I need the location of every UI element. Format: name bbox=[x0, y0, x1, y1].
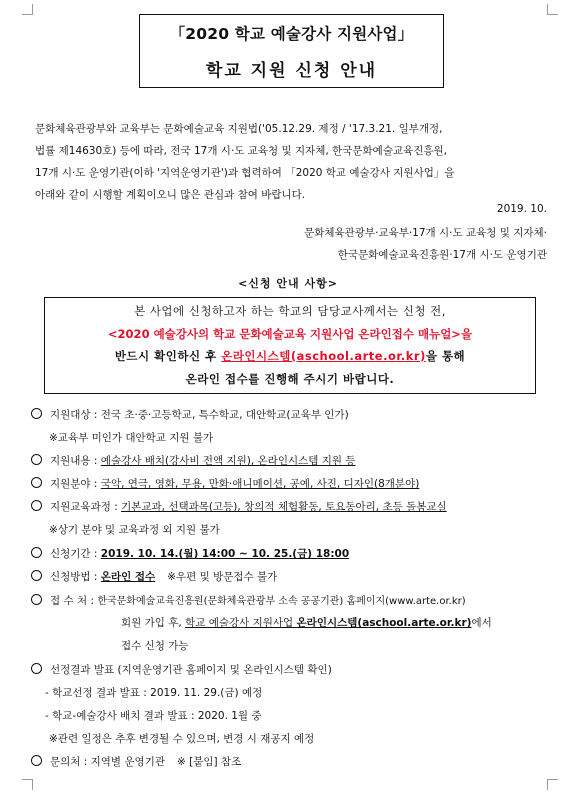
item-text: 학교 예술강사 지원사업 bbox=[185, 617, 297, 629]
item-sub: - 학교선정 결과 발표 : 2019. 11. 29.(금) 예정 bbox=[45, 687, 263, 699]
circle-bullet-icon bbox=[31, 570, 42, 581]
item-value: 온라인 접수 bbox=[100, 571, 156, 583]
online-system-link[interactable]: 온라인시스템(aschool.arte.or.kr) bbox=[296, 617, 472, 629]
title-line1: 「2020 학교 예술강사 지원사업」 bbox=[169, 25, 414, 43]
notice-line bbox=[45, 345, 535, 368]
circle-bullet-icon bbox=[31, 594, 42, 605]
section-header: <신청 안내 사항> bbox=[238, 277, 338, 290]
organizer-line: 한국문화예술교육진흥원·17개 시·도 운영기관 bbox=[337, 249, 547, 261]
item-note: ※우편 및 방문접수 불가 bbox=[167, 571, 278, 583]
item-note: ※ [붙임] 참조 bbox=[176, 756, 242, 768]
item-value: 기본교과, 선택과목(고등), 창의적 체험활동, 토요동아리, 초등 돌봄교실 bbox=[121, 501, 447, 513]
item-detail bbox=[121, 615, 492, 630]
circle-bullet-icon bbox=[31, 454, 42, 465]
intro-line: 17개 시·도 운영기관(이하 '지역운영기관')과 협력하여 「2020 학교 예술강사 지원사업」을 bbox=[35, 167, 455, 179]
title-line2: 학교 지원 신청 안내 bbox=[205, 61, 378, 81]
item-value: 2019. 10. 14.(월) 14:00 ~ 10. 25.(금) 18:00 bbox=[100, 548, 350, 560]
circle-bullet-icon bbox=[31, 408, 42, 419]
item-sub: - 학교-예술강사 배치 결과 발표 : 2020. 1월 중 bbox=[45, 710, 262, 722]
item-text: 에서 bbox=[471, 617, 492, 629]
list-item-result bbox=[31, 662, 332, 677]
intro-paragraph bbox=[35, 118, 555, 206]
item-value: 예술강사 배치(강사비 전액 지원), 온라인시스템 지원 등 bbox=[100, 455, 356, 467]
list-item-content bbox=[31, 453, 356, 468]
circle-bullet-icon bbox=[31, 663, 42, 674]
item-note: ※상기 분야 및 교육과정 외 지원 불가 bbox=[49, 524, 220, 536]
item-label: 지원교육과정 : bbox=[50, 501, 122, 513]
notice-line: 온라인 접수를 진행해 주시기 바랍니다. bbox=[185, 371, 395, 386]
item-text: 지원대상 : 전국 초·중·고등학교, 특수학교, 대안학교(교육부 인가) bbox=[50, 409, 349, 421]
list-item-field bbox=[31, 476, 419, 491]
circle-bullet-icon bbox=[31, 755, 42, 766]
online-system-link[interactable]: 온라인시스템(aschool.arte.or.kr) bbox=[221, 349, 426, 363]
list-item-method bbox=[31, 569, 277, 584]
page-corner-mark bbox=[547, 4, 558, 15]
item-detail: 접수 신청 가능 bbox=[121, 640, 189, 652]
item-value: 한국문화예술교육진흥원(문화체육관광부 소속 공공기관) 홈페이지(www.arte.or.kr) bbox=[97, 596, 466, 607]
organizer-line: 문화체육관광부·교육부·17개 시·도 교육청 및 지자체· bbox=[304, 227, 547, 239]
item-label: 지원내용 : bbox=[50, 455, 101, 467]
circle-bullet-icon bbox=[31, 547, 42, 558]
notice-text: 반드시 확인하신 후 bbox=[114, 349, 222, 363]
intro-line: 아래와 같이 시행할 계획이오니 많은 관심과 참여 바랍니다. bbox=[35, 189, 306, 201]
list-item-reception bbox=[31, 592, 466, 608]
intro-line: 문화체육관광부와 교육부는 문화예술교육 지원법('05.12.29. 제정 / '17.3.21. 일부개정, bbox=[35, 123, 443, 135]
list-item-period bbox=[31, 546, 349, 561]
circle-bullet-icon bbox=[31, 477, 42, 488]
page-corner-mark bbox=[22, 779, 33, 790]
circle-bullet-icon bbox=[31, 500, 42, 511]
item-note: ※관련 일정은 추후 변경될 수 있으며, 변경 시 재공지 예정 bbox=[49, 733, 315, 745]
page-corner-mark bbox=[547, 779, 558, 790]
notice-text: 을 통해 bbox=[425, 349, 466, 363]
item-label: 신청방법 : bbox=[50, 571, 101, 583]
list-item-course bbox=[31, 499, 447, 514]
item-text: 선정결과 발표 (지역운영기관 홈페이지 및 온라인시스템 확인) bbox=[50, 664, 332, 676]
page-corner-mark bbox=[22, 4, 33, 15]
intro-line: 법률 제14630호) 등에 따라, 전국 17개 시·도 교육청 및 지자체, 한국문화예술교육진흥원, bbox=[35, 145, 448, 157]
announcement-date: 2019. 10. bbox=[496, 203, 547, 215]
list-item-target bbox=[31, 407, 349, 422]
item-note: ※교육부 미인가 대안학교 지원 불가 bbox=[49, 432, 214, 444]
notice-box bbox=[44, 297, 536, 394]
title-box bbox=[139, 14, 444, 88]
item-value: 국악, 연극, 영화, 무용, 만화·애니메이션, 공예, 사진, 디자인(8개분야) bbox=[100, 478, 420, 490]
item-text: 문의처 : 지역별 운영기관 bbox=[50, 756, 165, 768]
manual-title: <2020 예술강사의 학교 문화예술교육 지원사업 온라인접수 매뉴얼>을 bbox=[107, 326, 473, 341]
item-label: 신청기간 : bbox=[50, 548, 101, 560]
item-label: 지원분야 : bbox=[50, 478, 101, 490]
item-label: 접 수 처 : bbox=[50, 595, 98, 607]
notice-line: 본 사업에 신청하고자 하는 학교의 담당교사께서는 신청 전, bbox=[134, 304, 446, 318]
list-item-contact bbox=[31, 754, 241, 769]
item-text: 회원 가입 후, bbox=[121, 617, 186, 629]
